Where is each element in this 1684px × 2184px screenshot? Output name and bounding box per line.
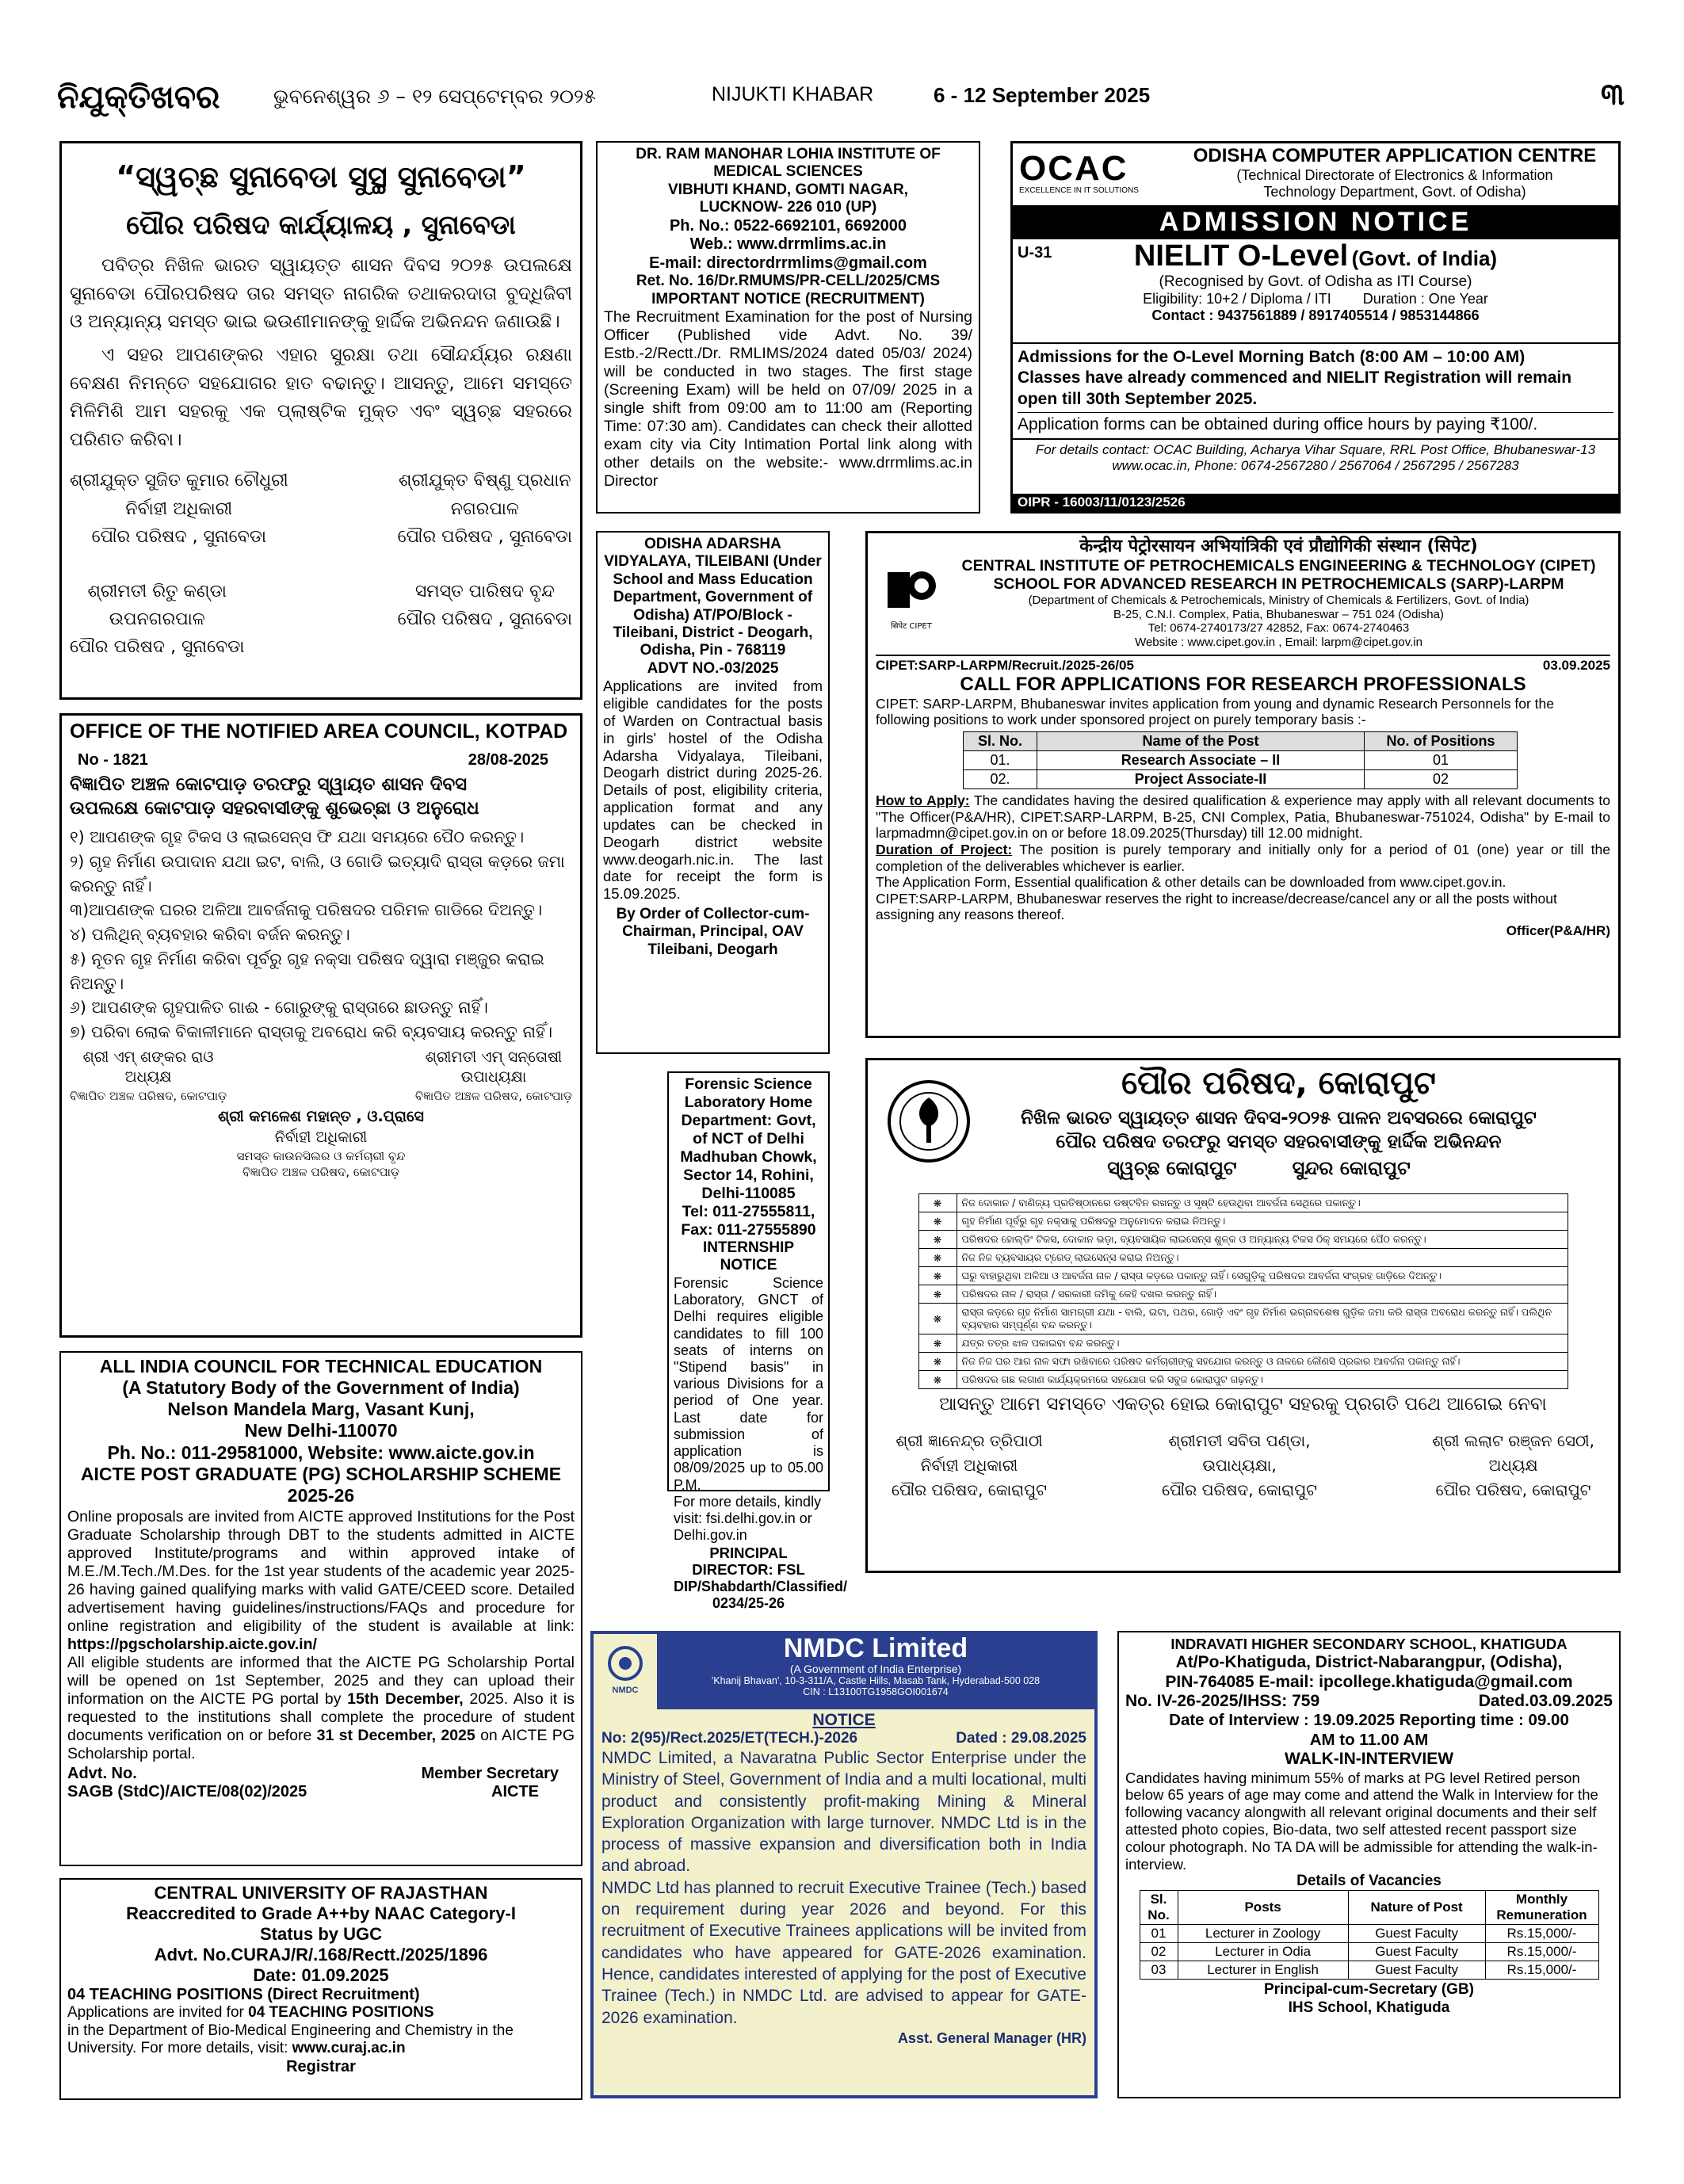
- cipet-web: Website : www.cipet.gov.in , Email: larpm@cipet.gov.in: [1135, 636, 1422, 650]
- kotpad-heading-2: ଉପଲକ୍ଷେ କୋଟପାଡ଼ ସହରବାସୀଙ୍କୁ ଶୁଭେଚ୍ଛା ଓ ଅନୁରୋଧ: [70, 798, 479, 819]
- cipet-th: Sl. No.: [964, 731, 1037, 750]
- sunabeda-slogan: “ସ୍ୱଚ୍ଛ ସୁନାବେଡା ସୁସ୍ଥ ସୁନାବେଡା”: [116, 159, 526, 194]
- kotpad-sig-3: ଶ୍ରୀ କମଳେଶ ମହାନ୍ତ , ଓ.ପ୍ରାସେ ନିର୍ବାହୀ ଅଧିକାରୀ ସମସ୍ତ କାଉନସିଲର ଓ କର୍ମଚାରୀ ବୃନ୍ଦ ବିଜ୍ଞାପିତ ଅଞ୍ଚଳ ପରିଷଦ, କୋଟପାଡ଼: [218, 1108, 424, 1179]
- ocac-admission-box: Admissions for the O-Level Morning Batch (8:00 AM – 10:00 AM) Classes have already commenced and NIELIT Registration will remain open till 30th September 2025. Application forms can be obtained during office hours by paying ₹100/.: [1013, 342, 1618, 440]
- rml-title: DR. RAM MANOHAR LOHIA INSTITUTE OF MEDICAL SCIENCES: [636, 146, 941, 181]
- aicte-link[interactable]: https://pgscholarship.aicte.gov.in/: [67, 1635, 317, 1653]
- aicte-notice: [59, 1351, 582, 1866]
- rml-ref: Ret. No. 16/Dr.RMUMS/PR-CELL/2025/CMS: [636, 273, 941, 290]
- ihs-notice: [1117, 1631, 1621, 2098]
- cipet-ref: CIPET:SARP-LARPM/Recruit./2025-26/05: [876, 657, 1134, 673]
- nmdc-notice-title: NOTICE: [812, 1711, 876, 1729]
- koraput-sig-1: ଶ୍ରୀ ଜ୍ଞାନେନ୍ଦ୍ର ତ୍ରିପାଠୀ ନିର୍ବାହୀ ଅଧିକାରୀ ପୌର ପରିଷଦ, କୋରାପୁଟ: [892, 1431, 1047, 1499]
- masthead-date-odia: ଭୁବନେଶ୍ୱର ୬ – ୧୨ ସେପ୍ଟେମ୍ବର ୨୦୨୫: [273, 85, 596, 108]
- sunabeda-sig-4: ସମସ୍ତ ପାରିଷଦ ବୃନ୍ଦ ପୌର ପରିଷଦ , ସୁନାବେଡା: [397, 582, 572, 630]
- aicte-ms-org: AICTE: [491, 1782, 539, 1800]
- cipet-hindi-title: केन्द्रीय पेट्रोरसायन अभियांत्रिकी एवं प्रौद्योगिकी संस्थान (सिपेट): [1079, 536, 1478, 556]
- cipet-tel: Tel: 0674-2740173/27 42852, Fax: 0674-2740463: [1147, 621, 1410, 636]
- fsl-notice: [667, 1071, 848, 1612]
- koraput-sig-2: ଶ୍ରୀମତୀ ସବିତା ପଣ୍ଡା, ଉପାଧ୍ୟକ୍ଷା, ପୌର ପରିଷଦ, କୋରାପୁଟ: [1162, 1431, 1318, 1499]
- cipet-rights: CIPET:SARP-LARPM, Bhubaneswar reserves the right to increase/decrease/cancel any or all the posts without assigning any reasons thereof.: [876, 890, 1557, 923]
- aicte-address-1: Nelson Mandela Marg, Vasant Kunj,: [167, 1399, 475, 1420]
- sunabeda-para-1: ପବିତ୍ର ନିଖିଳ ଭାରତ ସ୍ୱାୟତ୍ତ ଶାସନ ଦିବସ ୨୦୨୫ ଉପଲକ୍ଷେ ସୁନାବେଡା ପୌରପରିଷଦ ତାର ସମସ୍ତ ନାଗରିକ ତଥାକରଦାତା ବୁଦ୍ଧିଜିବୀ ଓ ଅନ୍ୟାନ୍ୟ ସମସ୍ତ ଭାଇ ଭଉଣୀମାନଙ୍କୁ ହାର୍ଦ୍ଦିକ ଅଭିନନ୍ଦନ ଜଣାଉଛି।: [70, 255, 572, 333]
- cipet-header: [876, 536, 1610, 650]
- rml-notice-title: IMPORTANT NOTICE (RECRUITMENT): [651, 290, 925, 307]
- ihs-email: PIN-764085 E-mail: ipcollege.khatiguda@gmail.com: [1165, 1672, 1573, 1691]
- ocac-eligibility: Eligibility: 10+2 / Diploma / ITI Duration : One Year: [1143, 291, 1488, 307]
- cipet-call: CALL FOR APPLICATIONS FOR RESEARCH PROFESSIONALS: [960, 673, 1526, 695]
- kotpad-date: 28/08-2025: [468, 751, 548, 769]
- aicte-address-2: New Delhi-110070: [244, 1420, 398, 1441]
- koraput-title: ପୌର ପରିଷଦ, କୋରାପୁଟ: [1121, 1065, 1436, 1102]
- rml-address-1: VIBHUTI KHAND, GOMTI NAGAR,: [668, 181, 908, 198]
- ihs-no: No. IV-26-2025/IHSS: 759: [1125, 1692, 1320, 1711]
- cipet-sign: Officer(P&A/HR): [1506, 923, 1610, 939]
- list-item: ୩)ଆପଣଙ୍କ ଘରର ଅଳିଆ ଆବର୍ଜନାକୁ ପରିଷଦର ପରିମଳ ଗାଡିରେ ଦିଅନ୍ତୁ।: [70, 900, 543, 920]
- oav-header: ODISHA ADARSHA VIDYALAYA, TILEIBANI (Under School and Mass Education Department, Government of Odisha) AT/PO/Block - Tileibani, District - Deogarh, Odisha, Pin - 768119: [604, 536, 822, 659]
- table-row: ❋ ରାସ୍ତା କଡ଼ରେ ଗୃହ ନିର୍ମାଣ ସାମଗ୍ରୀ ଯଥା - ବାଲି, ଇଟା, ପଥର, ଗୋଡ଼ି ଏବଂ ଗୃହ ନିର୍ମାଣ ଭଗ୍ନାବଶେଷ ଗୁଡ଼ିକ ଜମା କରି ରାସ୍ତା ଅବରୋଧ କରନ୍ତୁ ନାହିଁ। ପଲିଥିନ ବ୍ୟବହାର ସମ୍ପୂର୍ଣ୍ଣ ବନ୍ଦ କରନ୍ତୁ।: [918, 1304, 1568, 1334]
- ihs-th: Nature of Post: [1348, 1891, 1485, 1925]
- koraput-seal-icon: [885, 1078, 972, 1165]
- curaj-notice: [59, 1878, 582, 2100]
- curaj-accreditation: Reaccredited to Grade A++by NAAC Category-I: [126, 1903, 516, 1923]
- list-item: ୨) ଗୃହ ନିର୍ମାଣ ଉପାଦାନ ଯଥା ଇଟ, ବାଲି, ଓ ଗୋଡି ଇତ୍ୟାଦି ରାସ୍ତା କଡ଼ରେ ଜମା କରନ୍ତୁ ନାହିଁ।: [70, 851, 565, 895]
- oav-sign: By Order of Collector-cum-Chairman, Principal, OAV Tileibani, Deogarh: [616, 906, 810, 958]
- sunabeda-office: ପୌର ପରିଷଦ କାର୍ଯ୍ୟାଳୟ , ସୁନାବେଡା: [126, 209, 516, 240]
- koraput-sig-3: ଶ୍ରୀ ଲଲାଟ ରଞ୍ଜନ ସେଠୀ, ଅଧ୍ୟକ୍ଷ ପୌର ପରିଷଦ, କୋରାପୁଟ: [1432, 1431, 1594, 1499]
- koraput-notice: [865, 1058, 1621, 1573]
- ihs-table: [1140, 1890, 1599, 1980]
- ocac-details: For details contact: OCAC Building, Acharya Vihar Square, RRL Post Office, Bhubaneswar-13 www.ocac.in, Phone: 0674-2567280 / 2567064 / 2567295 / 2567283: [1035, 442, 1596, 474]
- kotpad-notice: [59, 713, 582, 1338]
- rml-phone: Ph. No.: 0522-6692101, 6692000: [669, 216, 907, 235]
- ihs-body: Candidates having minimum 55% of marks at PG level Retired person below 65 years of age may come and attend the Walk in Interview for the following vacancy alongwith all relevant original documents and their self attested photo copies, Bio-data, two self attested recent passport size colour photograph. No TA DA will be admissible for attending the walk-in-interview.: [1125, 1769, 1598, 1873]
- cipet-duration: Duration of Project: The position is purely temporary and initially only for a period of 01 (one) year or till the completion of the deliverables whichever is earlier.: [876, 841, 1610, 874]
- table-row: ❋ ପରିଷଦର ଗଛ ଲଗାଣ କାର୍ଯ୍ୟକ୍ରମରେ ସହଯୋଗ କରି ସବୁଜ କୋରାପୁଟ ଗଢ଼ନ୍ତୁ।: [918, 1371, 1568, 1389]
- sunabeda-sig-2: ଶ୍ରୀଯୁକ୍ତ ବିଷ୍ଣୁ ପ୍ରଧାନ ନଗରପାଳ ପୌର ପରିଷଦ , ସୁନାବେଡା: [397, 471, 572, 547]
- kotpad-title: OFFICE OF THE NOTIFIED AREA COUNCIL, KOTPAD: [70, 720, 568, 743]
- page-number: ୩: [1601, 77, 1625, 112]
- aicte-contact: Ph. No.: 011-29581000, Website: www.aicte.gov.in: [107, 1441, 535, 1463]
- sunabeda-para-2: ଏ ସହର ଆପଣଙ୍କର ଏହାର ସୁରକ୍ଷା ତଥା ସୌନ୍ଦର୍ଯ୍ୟର ରକ୍ଷଣା ବେକ୍ଷଣ ନିମନ୍ତେ ସହଯୋଗର ହାତ ବଢାନ୍ତୁ। ଆସନ୍ତୁ, ଆମେ ସମସ୍ତେ ମିଳିମିଶି ଆମ ସହରକୁ ଏକ ପ୍ଲାଷ୍ଟିକ ମୁକ୍ତ ଏବଂ ସ୍ୱଚ୍ଛ ସହରରେ ପରିଣତ କରିବା।: [70, 344, 572, 450]
- aicte-body-1: Online proposals are invited from AICTE approved Institutions for the Post Graduate Scholarship through DBT to the students admitted in AICTE approved Institute/programs and within approved intake of M.E./M.Tech./M.Des. for the 1st year students of the academic year 2025-26 having gained qualifying marks with valid GATE/CEED score. Detailed advertisement having guidelines/instructions/FAQs and procedure for online registration and eligibility of the student is available at link: https://pgscholarship.aicte.gov.in/: [67, 1507, 575, 1653]
- rml-web: Web.: www.drrmlims.ac.in: [689, 235, 887, 254]
- kotpad-no: No - 1821: [78, 751, 148, 769]
- rml-notice: [596, 141, 980, 514]
- ihs-address: At/Po-Khatiguda, District-Nabarangpur, (Odisha),: [1175, 1652, 1563, 1671]
- rml-email: E-mail: directordrrmlims@gmail.com: [649, 254, 927, 272]
- ihs-th: Posts: [1178, 1891, 1348, 1925]
- ocac-oipr: OIPR - 16003/11/0123/2526: [1013, 494, 1618, 511]
- cipet-date: 03.09.2025: [1542, 657, 1610, 673]
- masthead-name: NIJUKTI KHABAR: [712, 83, 874, 105]
- cipet-how: How to Apply: The candidates having the desired qualification & experience may apply with all relevant documents to "The Officer(P&A/HR), CIPET:SARP-LARPM, B-25, CNI Complex, Patia, Bhubaneswar-751024, Odisha" by E-mail to larpmadmn@cipet.gov.in on or before 18.09.2025(Thursday) till 12.00 midnight.: [876, 792, 1610, 842]
- nmdc-logo: NMDC: [594, 1634, 657, 1709]
- table-row: ❋ ଯତ୍ର ତତ୍ର ଝାଳ ପକାଇବା ବନ୍ଦ କରନ୍ତୁ।: [918, 1334, 1568, 1353]
- aicte-adv-no: SAGB (StdC)/AICTE/08(02)/2025: [67, 1782, 307, 1800]
- oav-advt: ADVT NO.-03/2025: [647, 659, 779, 677]
- nmdc-notice: [590, 1631, 1098, 2098]
- rml-body: The Recruitment Examination for the post of Nursing Officer (Published vide Advt. No. 39/ Estb.-2/Rectt./Dr. RMLIMS/2024 dated 05/03/ 2024) will be conducted in two stages. The first stage (Screening Exam) will be held on 07/09/ 2025 in a single shift from 09:00 am to 11:00 am (Reporting Time: 07:30 am). Candidates can check their allotted exam city via City Intimation Portal link along with other details on the website:- www.drrmlims.ac.in Director: [604, 308, 972, 491]
- curaj-date: Date: 01.09.2025: [253, 1964, 389, 1985]
- aicte-scheme: AICTE POST GRADUATE (PG) SCHOLARSHIP SCHEME: [80, 1463, 562, 1484]
- rml-address-2: LUCKNOW- 226 010 (UP): [699, 199, 877, 216]
- ocac-title: ODISHA COMPUTER APPLICATION CENTRE: [1193, 145, 1597, 166]
- sunabeda-notice: [59, 141, 582, 700]
- cipet-school: SCHOOL FOR ADVANCED RESEARCH IN PETROCHEMICALS (SARP)-LARPM: [993, 575, 1564, 593]
- masthead-date: 6 - 12 September 2025: [934, 83, 1151, 107]
- table-row: ❋ ନିଜ ନିଜ ବ୍ୟବସାୟର ଟ୍ରେଡ୍ ଲାଇସେନ୍ସ କରାଇ ନିଅନ୍ତୁ।: [918, 1249, 1568, 1267]
- ihs-date: Dated.03.09.2025: [1478, 1692, 1613, 1711]
- list-item: ୫) ନୂତନ ଗୃହ ନିର୍ମାଣ କରିବା ପୂର୍ବରୁ ଗୃହ ନକ୍ସା ପରିଷଦ ଦ୍ୱାରା ମଞ୍ଜୁର କରାଇ ନିଅନ୍ତୁ।: [70, 949, 544, 993]
- nmdc-cin: CIN : L13100TG1958GOI001674: [803, 1686, 949, 1697]
- list-item: ୧) ଆପଣଙ୍କ ଗୃହ ଟିକସ ଓ ଲାଇସେନ୍ସ ଫି ଯଥା ସମୟରେ ପୈଠ କରନ୍ତୁ।: [70, 827, 525, 846]
- ocac-course: NIELIT O-Level: [1133, 239, 1349, 273]
- ihs-interview-date: Date of Interview : 19.09.2025 Reporting time : 09.00: [1169, 1711, 1569, 1730]
- table-row: 01. Research Associate – II 01: [964, 750, 1518, 769]
- nmdc-para-1: NMDC Limited, a Navaratna Public Sector Enterprise under the Ministry of Steel, Government of India and a multi locational, multi product and consistently profit-making Mining & Mineral Exploration Organization with large turnover. NMDC Ltd is in the process of massive expansion and diversification both in India and abroad.: [601, 1749, 1086, 1876]
- ocac-sub-1: (Technical Directorate of Electronics & Information: [1236, 167, 1553, 183]
- cipet-logo: सिपेट CIPET: [876, 536, 947, 650]
- ocac-course-gov: (Govt. of India): [1351, 246, 1498, 270]
- cipet-address: B-25, C.N.I. Complex, Patia, Bhubaneswar – 751 024 (Odisha): [1113, 607, 1444, 621]
- oav-notice: [596, 531, 830, 1054]
- fsl-ref: DIP/Shabdarth/Classified/ 0234/25-26: [674, 1579, 848, 1612]
- cipet-notice: [865, 531, 1621, 1038]
- ihs-walk-in: WALK-IN-INTERVIEW: [1284, 1749, 1454, 1768]
- nmdc-sign: Asst. General Manager (HR): [897, 2029, 1086, 2046]
- cipet-logo-icon: [884, 568, 939, 616]
- list-item: ୭) ପରିବା ଲୋକ ବିକାଳୀମାନେ ରାସ୍ତାକୁ ଅବରୋଧ କରି ବ୍ୟବସାୟ କରନ୍ତୁ ନାହିଁ।: [70, 1022, 553, 1041]
- koraput-slogan-1: ସ୍ୱଚ୍ଛ କୋରାପୁଟ: [1107, 1157, 1237, 1179]
- fsl-sign: PRINCIPAL DIRECTOR: FSL: [692, 1544, 805, 1579]
- kotpad-heading-1: ବିଜ୍ଞାପିତ ଅଞ୍ଚଳ କୋଟପାଡ଼ ତରଫରୁ ସ୍ୱାୟତ ଶାସନ ଦିବସ: [70, 774, 468, 795]
- aicte-member-secretary: Member Secretary: [421, 1764, 559, 1782]
- ocac-banner: ADMISSION NOTICE: [1013, 205, 1618, 239]
- nmdc-no: No: 2(95)/Rect.2025/ET(TECH.)-2026: [601, 1730, 858, 1747]
- ocac-recognition: (Recognised by Govt. of Odisha as ITI Course): [1159, 273, 1472, 290]
- fsl-tel: Tel: 011-27555811, Fax: 011-27555890: [681, 1203, 816, 1239]
- ihs-details: Details of Vacancies: [1296, 1873, 1442, 1890]
- nmdc-address: 'Khanij Bhavan', 10-3-311/A, Castle Hills, Masab Tank, Hyderabad-500 028: [711, 1674, 1041, 1686]
- table-row: ❋ ପରିଷଦର ନାଳ / ରାସ୍ତା / ସରକାରୀ ଜମିକୁ କେହି ଦଖଲ କରନ୍ତୁ ନାହିଁ।: [918, 1285, 1568, 1304]
- ocac-logo: OCAC EXCELLENCE IN IT SOLUTIONS: [1019, 148, 1139, 195]
- list-item: ୪) ପଲିଥିନ୍ ବ୍ୟବହାର କରିବା ବର୍ଜନ କରନ୍ତୁ।: [70, 925, 350, 944]
- ocac-contact: Contact : 9437561889 / 8917405514 / 9853144866: [1151, 307, 1480, 323]
- ihs-sign-1: Principal-cum-Secretary (GB): [1263, 1981, 1475, 1999]
- cipet-th: No. of Positions: [1365, 731, 1518, 750]
- fsl-more: For more details, kindly visit: fsi.delhi.gov.in or Delhi.gov.in: [674, 1493, 822, 1544]
- aicte-adv-label: Advt. No.: [67, 1764, 137, 1782]
- koraput-sub: ନିଖିଳ ଭାରତ ସ୍ୱାୟତ୍ତ ଶାସନ ଦିବସ-୨୦୨୫ ପାଳନ ଅବସରରେ କୋରାପୁଟ: [1021, 1108, 1537, 1128]
- koraput-table: [918, 1193, 1568, 1389]
- ihs-interview-time: AM to 11.00 AM: [1309, 1730, 1429, 1749]
- table-row: ❋ ପରିଷଦର ହୋଲ୍ଡିଂ ଟିକସ, ଦୋକାନ ଭଡ଼ା, ବ୍ୟବସାୟିକ ଲାଇସେନ୍ସ ଶୁଳ୍କ ଓ ଅନ୍ୟାନ୍ୟ ଟିକସ ଠିକ୍ ସମୟରେ ପୈଠ କରନ୍ତୁ।: [918, 1231, 1568, 1249]
- fsl-header: Forensic Science Laboratory Home Department: Govt, of NCT of Delhi Madhuban Chowk, Sector 14, Rohini, Delhi-110085: [680, 1075, 817, 1202]
- sunabeda-sig-1: ଶ୍ରୀଯୁକ୍ତ ସୁଜିତ କୁମାର ଚୌଧୁରୀ ନିର୍ବାହୀ ଅଧିକାରୀ ପୌର ପରିଷଦ , ସୁନାବେଡା: [70, 471, 288, 547]
- curaj-positions: 04 TEACHING POSITIONS (Direct Recruitment): [67, 1985, 420, 2003]
- aicte-title: ALL INDIA COUNCIL FOR TECHNICAL EDUCATION: [99, 1356, 543, 1376]
- koraput-sub-2: ପୌର ପରିଷଦ ତରଫରୁ ସମସ୍ତ ସହରବାସୀଙ୍କୁ ହାର୍ଦ୍ଦିକ ଅଭିନନ୍ଦନ: [1056, 1132, 1502, 1152]
- masthead-logo: ନିଯୁକ୍ତିଖବର: [57, 79, 220, 116]
- table-row: ❋ ଗୃହ ନିର୍ମାଣ ପୂର୍ବରୁ ଗୃହ ନକ୍ସାକୁ ପରିଷଦରୁ ଅନୁମୋଦନ କରାଇ ନିଅନ୍ତୁ।: [918, 1212, 1568, 1231]
- table-row: 01 Lecturer in Zoology Guest Faculty Rs.15,000/-: [1140, 1925, 1598, 1943]
- nmdc-date: Dated : 29.08.2025: [956, 1730, 1086, 1747]
- ocac-notice: [1010, 141, 1621, 514]
- nmdc-title: NMDC Limited: [783, 1633, 968, 1663]
- oav-body: Applications are invited from eligible candidates for the posts of Warden on Contractual basis in girls' hostel of the Odisha Adarsha Vidyalaya, Tileibani, Deogarh district during 2025-26. Details of post, eligibility criteria, application format and any updates can be checked in Deogarh district website www.deogarh.nic.in. The last date for receipt the form is 15.09.2025.: [603, 678, 823, 903]
- curaj-status: Status by UGC: [259, 1923, 383, 1944]
- nmdc-sub: (A Government of India Enterprise): [789, 1663, 962, 1676]
- curaj-advt-no: Advt. No.CURAJ/R/.168/Rectt./2025/1896: [154, 1944, 488, 1964]
- table-row: 02 Lecturer in Odia Guest Faculty Rs.15,000/-: [1140, 1943, 1598, 1961]
- fsl-body: Forensic Science Laboratory, GNCT of Delhi requires eligible candidates to fill 100 seats of interns on "Stipend basis" in various Divisions for a period of One year. Last date for submission of application is 08/09/2025 up to 05.00 P.M.: [674, 1274, 823, 1493]
- nmdc-header: [594, 1634, 1094, 1709]
- koraput-logo: [885, 1078, 972, 1165]
- ihs-th: Monthly Remuneration: [1485, 1891, 1598, 1925]
- kotpad-list: [70, 825, 572, 1044]
- cipet-table: [963, 731, 1518, 789]
- ihs-sign-2: IHS School, Khatiguda: [1288, 1999, 1450, 2016]
- cipet-title: CENTRAL INSTITUTE OF PETROCHEMICALS ENGINEERING & TECHNOLOGY (CIPET): [961, 556, 1596, 575]
- list-item: ୬) ଆପଣଙ୍କ ଗୃହପାଳିତ ଗାଈ - ଗୋରୁଙ୍କୁ ରାସ୍ତାରେ ଛାଡନ୍ତୁ ନାହିଁ।: [70, 998, 488, 1018]
- nmdc-logo-icon: [607, 1645, 643, 1682]
- koraput-together: ଆସନ୍ତୁ ଆମେ ସମସ୍ତେ ଏକତ୍ର ହୋଇ କୋରାପୁଟ ସହରକୁ ପ୍ରଗତି ପଥେ ଆଗେଇ ନେବା: [939, 1394, 1547, 1415]
- cipet-th: Name of the Post: [1037, 731, 1365, 750]
- sunabeda-sig-3: ଶ୍ରୀମତୀ ରିତୁ କଣ୍ଡା ଉପନଗରପାଳ ପୌର ପରିଷଦ , ସୁନାବେଡା: [70, 582, 245, 658]
- cipet-form: The Application Form, Essential qualification & other details can be downloaded from www.cipet.gov.in.: [876, 874, 1506, 891]
- aicte-subtitle: (A Statutory Body of the Government of India): [122, 1377, 520, 1399]
- kotpad-sig-2: ଶ୍ରୀମତୀ ଏମ୍ ସନ୍ତୋଷୀ ଉପାଧ୍ୟକ୍ଷା ବିଜ୍ଞାପିତ ଅଞ୍ଚଳ ପରିଷଦ, କୋଟପାଡ଼: [414, 1048, 572, 1104]
- cipet-department: (Department of Chemicals & Petrochemicals, Ministry of Chemicals & Fertilizers, Govt. of India): [1028, 593, 1529, 607]
- ihs-title: INDRAVATI HIGHER SECONDARY SCHOOL, KHATIGUDA: [1170, 1636, 1568, 1652]
- table-row: ❋ ନିଜ ନିଜ ଘର ଆଗ ନାଳ ସଫା ରଖିବାରେ ପରିଷଦ କର୍ମଚାରୀଙ୍କୁ ସହଯୋଗ କରନ୍ତୁ ଓ ନାଳରେ କୌଣସି ପ୍ରକାର ଆବର୍ଜନା ପକାନ୍ତୁ ନାହିଁ।: [918, 1353, 1568, 1371]
- table-row: 03 Lecturer in English Guest Faculty Rs.15,000/-: [1140, 1961, 1598, 1980]
- koraput-slogan-2: ସୁନ୍ଦର କୋରାପୁଟ: [1292, 1157, 1411, 1179]
- table-row: 02. Project Associate-II 02: [964, 769, 1518, 788]
- aicte-body-2: All eligible students are informed that the AICTE PG Scholarship Portal will be opened on 1st September, 2025 and they can upload their information on the AICTE PG portal by 15th December, 2025. Also it is requested to the institutions shall complete the procedure of student documents verification on or before 31 st December, 2025 on AICTE PG Scholarship portal.: [67, 1653, 575, 1762]
- aicte-year: 2025-26: [287, 1484, 355, 1506]
- kotpad-sig-1: ଶ୍ରୀ ଏମ୍ ଶଙ୍କର ରାଓ ଅଧ୍ୟକ୍ଷ ବିଜ୍ଞାପିତ ଅଞ୍ଚଳ ପରିଷଦ, କୋଟପାଡ଼: [70, 1048, 227, 1104]
- curaj-body: Applications are invited for 04 TEACHING POSITIONS in the Department of Bio-Medical Engineering and Chemistry in the University. For more details, visit: www.curaj.ac.in: [67, 2004, 514, 2057]
- curaj-registrar: Registrar: [286, 2057, 356, 2075]
- ocac-header: [1013, 143, 1618, 202]
- ocac-sub-2: Technology Department, Govt. of Odisha): [1263, 184, 1526, 200]
- table-row: ❋ ଘରୁ ବାହାରୁଥିବା ଅଳିଆ ଓ ଆବର୍ଜନା ନାଳ / ରାସ୍ତା କଡ଼ରେ ପକାନ୍ତୁ ନାହିଁ। ସେଗୁଡ଼ିକୁ ପରିଷଦର ଆବର୍ଜନା ସଂଗ୍ରହ ଗାଡ଼ିରେ ଦିଅନ୍ତୁ।: [918, 1267, 1568, 1285]
- cipet-intro: CIPET: SARP-LARPM, Bhubaneswar invites application from young and dynamic Research Personnels for the following positions to work under sponsored project on purely temporary basis :-: [876, 695, 1554, 728]
- table-row: ❋ ନିଜ ଦୋକାନ / ବାଣିଜ୍ୟ ପ୍ରତିଷ୍ଠାନରେ ଡଷ୍ଟବିନ ରଖନ୍ତୁ ଓ ସୃଷ୍ଟି ହେଉଥିବା ଆବର୍ଜନା ସେଥିରେ ପକାନ୍ତୁ।: [918, 1194, 1568, 1212]
- fsl-notice-title: INTERNSHIP NOTICE: [702, 1239, 795, 1274]
- curaj-title: CENTRAL UNIVERSITY OF RAJASTHAN: [154, 1883, 488, 1903]
- nmdc-para-2: NMDC Ltd has planned to recruit Executive Trainee (Tech.) based on requirement during year 2026 and beyond. For this recruitment of Executive Trainees applications will be invited from candidates who have appeared for GATE-2026 examination. Hence, candidates interested of applying for the post of Executive Trainee (Tech.) in NMDC Ltd. are advised to appear for GATE-2026 examination.: [601, 1878, 1086, 2027]
- ihs-th: Sl. No.: [1140, 1891, 1178, 1925]
- curaj-link[interactable]: www.curaj.ac.in: [292, 2040, 406, 2057]
- masthead: [48, 75, 1636, 123]
- ocac-code: U-31: [1018, 244, 1052, 262]
